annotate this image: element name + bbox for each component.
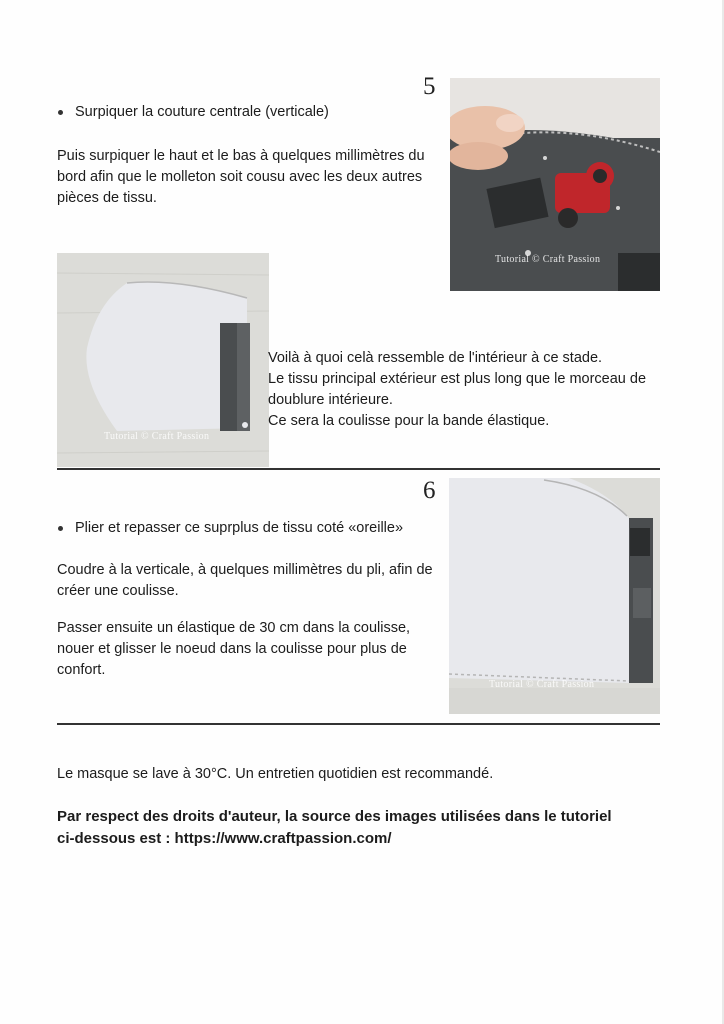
paragraph-line: Passer ensuite un élastique de 30 cm dans la coulisse, [57,620,411,636]
paragraph-line: Voilà à quoi celà ressemble de l'intérieur à ce stade. [268,350,603,366]
step-6-photo [449,478,660,714]
paragraph-line: confort. [57,662,106,678]
step-6-paragraph-1 [57,560,433,602]
paragraph-line: bord afin que le molleton soit cousu avec les deux autres [57,169,423,185]
step-5-number: 5 [423,73,436,100]
paragraph-line: pièces de tissu. [57,190,157,206]
paragraph-line: doublure intérieure. [268,392,393,408]
paragraph-line: Puis surpiquer le haut et le bas à quelques millimètres du [57,148,425,164]
paragraph-line: Ce sera la coulisse pour la bande élastique. [268,413,550,429]
paragraph-line: créer une coulisse. [57,583,179,599]
section-divider [57,723,660,725]
paragraph-line: Coudre à la verticale, à quelques millimètres du pli, afin de [57,562,433,578]
step-5-paragraph [57,146,425,209]
bullet-dot [58,526,63,531]
photo-watermark: Tutorial © Craft Passion [489,679,595,690]
bullet-dot [58,110,63,115]
interior-paragraph [268,348,646,432]
copyright-notice [57,806,612,850]
interior-photo [57,253,269,467]
step-5-photo [450,78,660,291]
step-6-bullet-text: Plier et repasser ce suprplus de tissu coté «oreille» [75,520,404,536]
step-5-bullet [58,104,329,120]
photo-watermark: Tutorial © Craft Passion [104,431,210,442]
care-note: Le masque se lave à 30°C. Un entretien quotidien est recommandé. [57,766,494,782]
photo-watermark: Tutorial © Craft Passion [495,254,601,265]
step-5-bullet-text: Surpiquer la couture centrale (verticale) [75,104,329,120]
copyright-line: Par respect des droits d'auteur, la source des images utilisées dans le tutoriel [57,808,612,825]
copyright-line: ci-dessous est : https://www.craftpassion.com/ [57,830,392,847]
step-6-paragraph-2 [57,618,410,681]
section-divider [57,468,660,470]
paragraph-line: nouer et glisser le noeud dans la coulisse pour plus de [57,641,407,657]
step-6-bullet [58,520,403,536]
step-6-number: 6 [423,477,436,504]
paragraph-line: Le tissu principal extérieur est plus long que le morceau de [268,371,647,387]
